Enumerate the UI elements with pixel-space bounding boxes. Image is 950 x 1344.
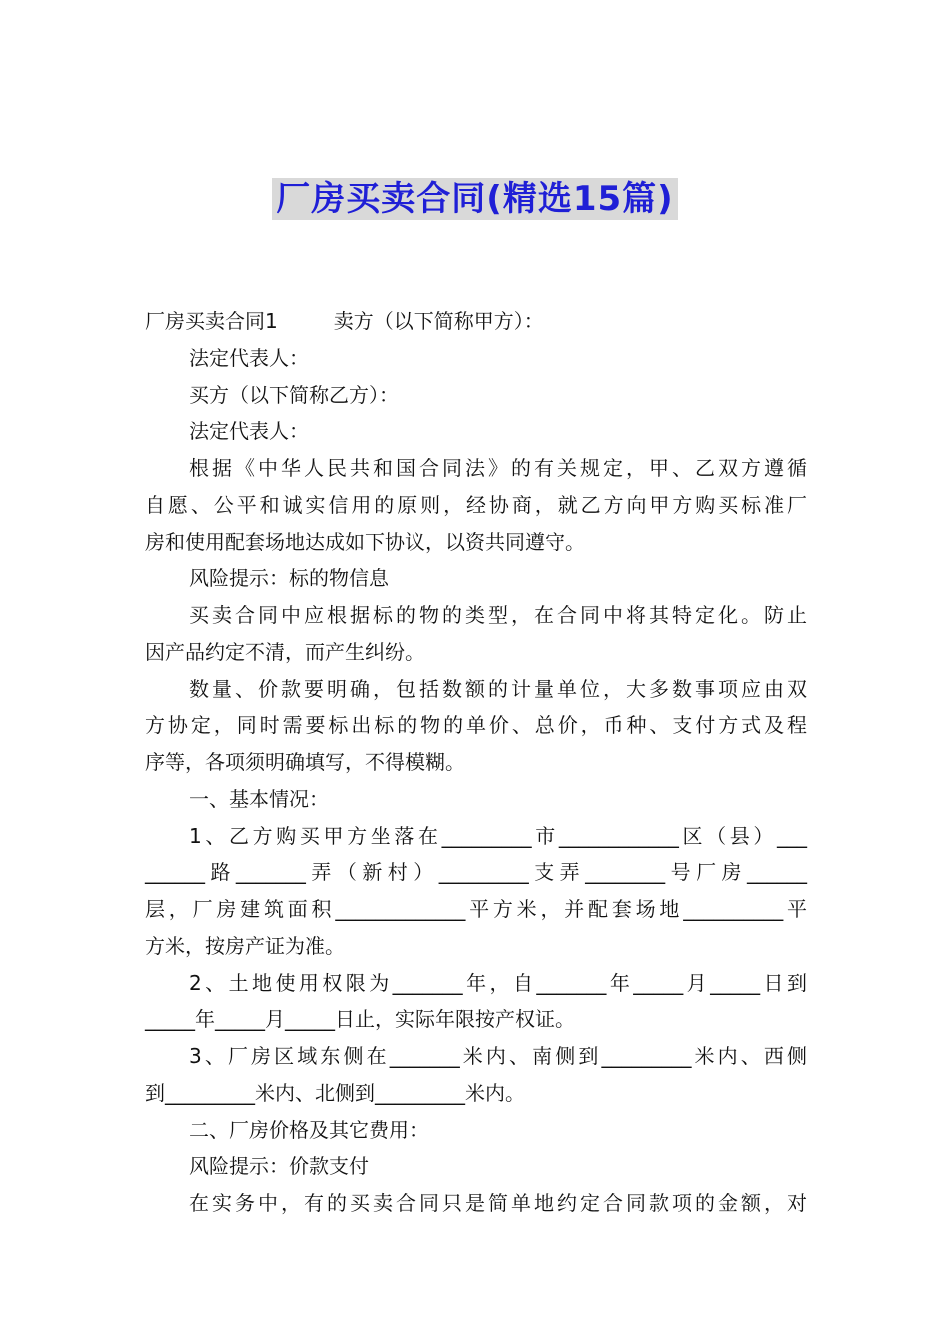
heading-line bbox=[145, 303, 807, 340]
document-body bbox=[145, 303, 807, 1222]
paragraph-line: 层，厂房建筑面积_____________平方米，并配套场地__________平 bbox=[145, 897, 807, 921]
paragraph-line: 2、土地使用权限为_______年，自_______年_____月_____日到 bbox=[189, 970, 807, 995]
paragraph-line: 因产品约定不清，而产生纠纷。 bbox=[145, 639, 425, 664]
paragraph-line: 序等，各项须明确填写，不得模糊。 bbox=[145, 750, 465, 774]
paragraph-line: _____年_____月_____日止，实际年限按产权证。 bbox=[145, 1007, 575, 1032]
paragraph-line: 根据《中华人民共和国合同法》的有关规定，甲、乙双方遵循 bbox=[189, 456, 807, 480]
paragraph-line: 1、乙方购买甲方坐落在_________市____________区（县）___ bbox=[189, 823, 807, 848]
title-wrapper bbox=[0, 178, 950, 220]
paragraph-line: 一、基本情况： bbox=[189, 786, 329, 811]
document-title: 厂房买卖合同(精选15篇) bbox=[272, 178, 677, 220]
paragraph-line: 到_________米内、北侧到_________米内。 bbox=[145, 1080, 525, 1105]
paragraph-line: 3、厂房区域东侧在_______米内、南侧到_________米内、西侧 bbox=[189, 1044, 807, 1068]
paragraph-line: ______路_______弄（新村）_________支弄________号厂房______ bbox=[145, 860, 807, 885]
paragraph-line: 法定代表人： bbox=[189, 419, 309, 444]
paragraph-line: 方米，按房产证为准。 bbox=[145, 933, 345, 958]
paragraph-line: 自愿、公平和诚实信用的原则，经协商，就乙方向甲方购买标准厂 bbox=[145, 492, 807, 517]
section-heading: 厂房买卖合同1 bbox=[145, 309, 278, 333]
section-heading: 二、厂房价格及其它费用： bbox=[189, 1117, 429, 1142]
paragraph-line: 房和使用配套场地达成如下协议，以资共同遵守。 bbox=[145, 529, 585, 554]
paragraph-line: 数量、价款要明确，包括数额的计量单位，大多数事项应由双 bbox=[189, 676, 807, 701]
paragraph-line: 在实务中，有的买卖合同只是简单地约定合同款项的金额，对 bbox=[189, 1191, 807, 1215]
paragraph-text: 卖方（以下简称甲方）： bbox=[333, 309, 544, 333]
paragraph-line: 方协定，同时需要标出标的物的单价、总价，币种、支付方式及程 bbox=[145, 713, 807, 738]
paragraph-line: 风险提示：标的物信息 bbox=[189, 566, 389, 591]
paragraph-line: 法定代表人： bbox=[189, 345, 309, 370]
paragraph-line: 买方（以下简称乙方）： bbox=[189, 382, 399, 407]
paragraph-line: 买卖合同中应根据标的物的类型，在合同中将其特定化。防止 bbox=[189, 603, 807, 627]
paragraph-line: 风险提示：价款支付 bbox=[189, 1154, 369, 1179]
